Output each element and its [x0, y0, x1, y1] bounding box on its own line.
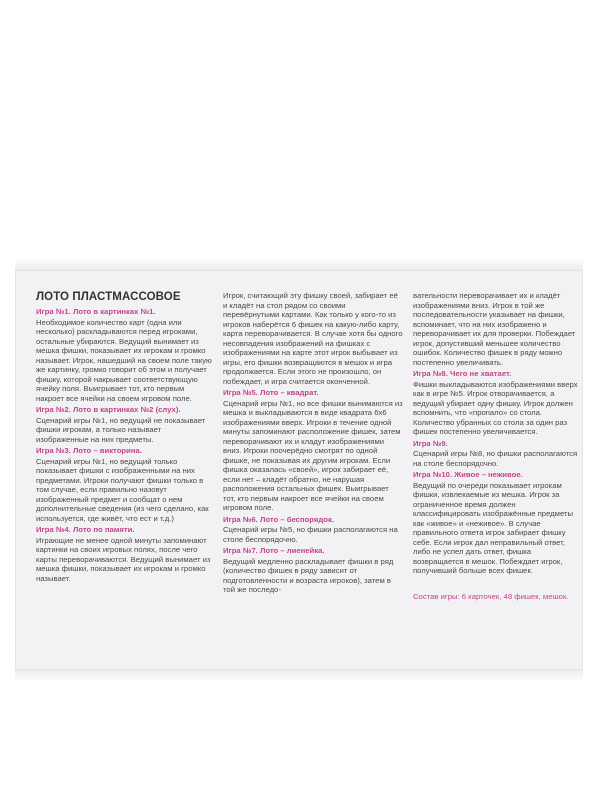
game-text: Сценарий игры №1, но ведущий не показывает фишки игрокам, а только называет изображенные на них предметы.: [36, 415, 206, 444]
game-text: Ведущий по очереди показывает игрокам фишки, извлекаемые из мешка. Игрок за ограниченное время должен классифицировать изображённые предметы как «живое» и «неживое». В случае правильного ответа игрок забирает фишку себе. Если игрок дал неправильный ответ, либо не успел дать ответ, фишка возвращается в мешок. Побеждает игрок, получивший больше всех фишек.: [413, 480, 574, 575]
game-text: Фишки выкладываются изображениями вверх как в игре №5. Игрок отворачивается, а ведущий убирает одну фишку. Игрок должен вспомнить, что «пропало» со стола. Количество убранных со стола за один раз фишек постепенно увеличивается.: [413, 379, 578, 436]
instruction-sheet: [15, 270, 583, 670]
game-heading: Игра №4. Лото по памяти.: [36, 525, 135, 534]
game-heading: Игра №1. Лото в картинках №1.: [36, 307, 156, 316]
game-text: Необходимое количество карт (одна или несколько) раскладываются перед игроками, остальные убираются. Ведущий вынимает из мешка фишки, показывает их игрокам и громко называет. Игрок, нашедший на своем поле такую же картинку, громко говорит об этом и получает фишку, которой накрывает соответствующую ячейку поля. Выигрывает тот, кто первым накроет все ячейки на своем игровом поле.: [36, 317, 212, 403]
column-3: [413, 291, 581, 669]
game-heading: Игра №7. Лото – лиенейка.: [223, 546, 325, 555]
game-text: Игрок, считающий эту фишку своей, забирает её и кладёт на стол рядом со своими перевёрнутыми картами. Как только у кого-то из игроков наберётся 6 фишек на какую-либо карту, карта переворачивается. В случае хотя бы одного несовпадения изображений на фишках с изображениями на карте этот игрок выбывает из игры, его фишки возвращаются в мешок и игра продолжается. Если этого не произошло, он побеждает, и игра считается оконченной.: [223, 291, 403, 386]
game-heading: Игра №10. Живое – неживое.: [413, 470, 523, 479]
game-heading: Игра №8. Чего не хватает.: [413, 369, 512, 378]
column-2: [223, 291, 403, 669]
game-heading: Игра №5. Лото – квадрат.: [223, 388, 319, 397]
game-heading: Игра №6. Лото – беспорядок.: [223, 514, 334, 524]
game-text: Сценарий игры №8, но фишки располагаются на столе беспорядочно.: [413, 449, 578, 468]
game-heading: Игра №9.: [413, 438, 448, 448]
column-1: [36, 307, 212, 669]
game-text: Играющие не менее одной минуты запоминают картинки на своих игровых полях, после чего карты переворачиваются. Ведущий вынимает из мешка фишки, показывает их игрокам и громко называет.: [36, 535, 211, 583]
game-text: Ведущий медленно раскладывает фишки в ряд (количество фишек в ряду зависит от подготовленности и возраста игроков), затем в той же последо-: [223, 556, 394, 594]
sheet-top-edge: [15, 258, 583, 270]
game-heading: Игра №3. Лото – викторина.: [36, 446, 142, 455]
game-text: Сценарий игры №5, но фишки располагаются на столе беспорядочно.: [223, 525, 398, 544]
game-text: вательности переворачивает их и кладёт изображениями вниз. Игрок в той же последовательности указывает на фишки, вспоминает, что на них изображено и переворачивает их для проверки. Побеждает игрок, допустивший меньшее количество ошибок. Количество фишек в ряду можно постепенно увеличивать.: [413, 291, 576, 367]
game-heading: Игра №2. Лото в картинках №2 (слух).: [36, 405, 181, 414]
page-title: ЛОТО ПЛАСТМАССОВОЕ: [36, 291, 181, 303]
game-text: Сценарий игры №1, но ведущий только показывает фишки с изображенными на них предметами. Игроки получают фишки только в том случае, если правильно назовут изображенный предмет и сообщат о нем дополнительные сведения (из чего сделано, как используется, где живёт, что ест и т.д.): [36, 456, 209, 523]
game-composition: Состав игры: 6 карточек, 48 фишек, мешок.: [413, 591, 569, 601]
sheet-bottom-edge: [15, 670, 583, 682]
game-text: Сценарий игры №1, но все фишки вынимаются из мешка и выкладываются в виде квадрата 6х6 изображениями вверх. Игроки в течение одной минуты запоминают расположение фишек, затем переворачивают их и кладут изображениями вниз. Игроки поочерёдно смотрят по одной фишке, не показывая их другим игрокам. Если фишка оказалась «своей», игрок забирает её, если нет – кладёт обратно, не нарушая расположения остальных фишек. Выигрывает тот, кто первым накроет все ячейки на своем игровом поле.: [223, 398, 403, 512]
spacer: [413, 578, 581, 584]
